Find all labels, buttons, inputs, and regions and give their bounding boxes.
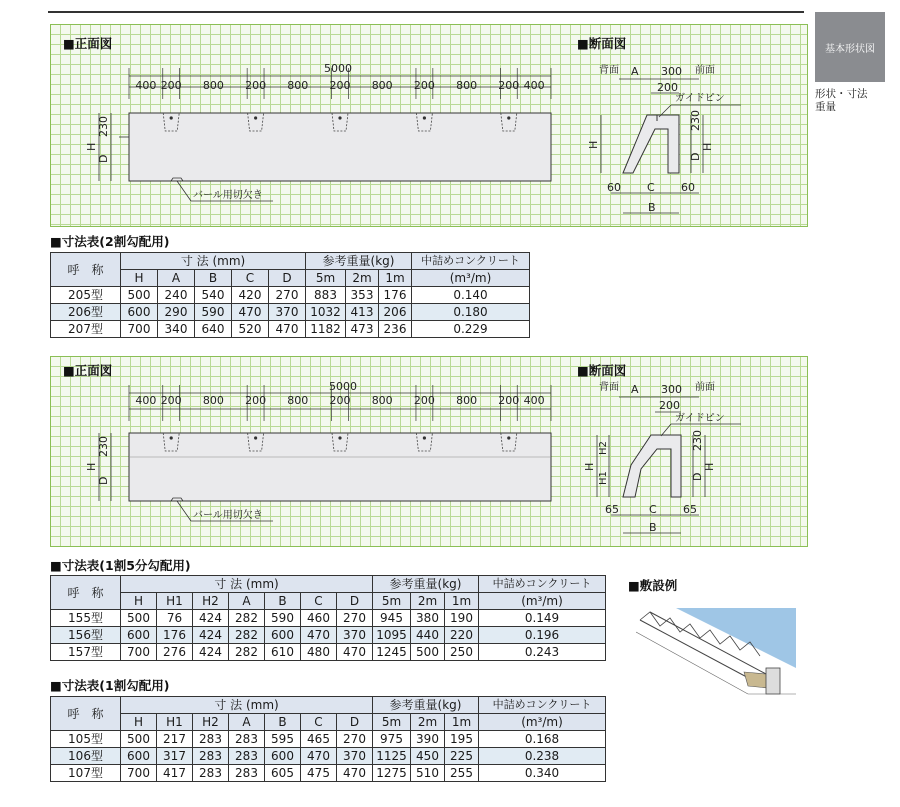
sec-65r-label: 65 [683,503,697,516]
table-cell: 225 [445,748,479,765]
drawing-panel-2wari [50,24,808,227]
col-header: H [121,714,157,731]
col-header: C [301,714,337,731]
col-weight: 参考重量(kg) [306,253,412,270]
table-cell: 0.168 [479,731,606,748]
notch-label: バール用切欠き [193,190,263,201]
row-name-cell: 157型 [51,644,121,661]
table-cell: 460 [301,610,337,627]
table-row [51,304,530,321]
span-label: 200 [329,394,351,407]
table-cell: 0.140 [412,287,530,304]
span-label: 800 [456,79,478,92]
guide-pin-mark [338,116,341,119]
sec-200-label: 200 [657,81,678,94]
guide-pin-mark [423,436,426,439]
table-cell: 510 [411,765,445,782]
table-cell: 370 [269,304,306,321]
col-header: H1 [157,593,193,610]
sec-230-label: 230 [689,110,702,131]
col-header: A [229,714,265,731]
top-rule [48,11,804,13]
row-name-cell: 156型 [51,627,121,644]
table-cell: 206 [379,304,412,321]
table-cell: 0.238 [479,748,606,765]
sec-h1-label: H1 [598,471,609,485]
table3-title: ■寸法表(1割勾配用) [50,678,170,693]
sec-200-label-2: 200 [659,399,680,412]
table-cell: 283 [193,765,229,782]
col-concrete: 中詰めコンクリート [412,253,530,270]
sec-back-label: 背面 [599,65,619,76]
table-cell: 470 [337,644,373,661]
row-name-cell: 107型 [51,765,121,782]
table-cell: 0.229 [412,321,530,338]
table-cell: 190 [445,610,479,627]
sec-back-label-2: 背面 [599,382,619,393]
sidebar-item-weight[interactable]: 重量 [815,101,836,113]
section-view-drawing [587,63,741,214]
row-name-cell: 105型 [51,731,121,748]
table-cell: 0.196 [479,627,606,644]
span-label: 200 [498,79,520,92]
table-cell: 176 [157,627,193,644]
table-row [51,321,530,338]
col-header: 2m [346,270,379,287]
dim-230-2: 230 [97,436,110,457]
spec-table-15wari [50,575,606,661]
col-concrete-unit: (m³/m) [479,714,606,731]
sec-60l-label: 60 [607,181,621,194]
col-header: H [121,593,157,610]
sec-300-label-2: 300 [661,383,682,396]
table-cell: 590 [195,304,232,321]
col-weight-3: 参考重量(kg) [373,697,479,714]
sidebar-tab-basic-shape[interactable] [815,12,885,82]
span-label: 400 [135,394,157,407]
table-cell: 255 [445,765,479,782]
table-cell: 480 [301,644,337,661]
front-view-drawing [85,62,551,201]
dim-d-2: D [97,476,110,485]
row-name-cell: 106型 [51,748,121,765]
total-length-label: 5000 [324,62,352,75]
span-label: 200 [160,394,182,407]
dim-d: D [97,154,110,163]
drawing-panel-15wari [50,356,808,547]
table-cell: 283 [229,765,265,782]
table-cell: 0.243 [479,644,606,661]
span-label: 800 [202,79,224,92]
table-cell: 413 [346,304,379,321]
table-cell: 370 [337,748,373,765]
drawing-svg-1 [51,25,807,226]
table-cell: 290 [158,304,195,321]
table-cell: 270 [337,610,373,627]
sec-front-label-2: 前面 [695,382,715,393]
table-cell: 600 [265,748,301,765]
sec-pin-label: ガイドピン [675,93,725,104]
table-cell: 270 [269,287,306,304]
col-header: 5m [306,270,346,287]
col-header: D [269,270,306,287]
sec-a-label: A [631,65,639,78]
table-cell: 276 [157,644,193,661]
table-cell: 470 [301,627,337,644]
guide-pin-mark [170,116,173,119]
span-label: 200 [329,79,351,92]
col-header: H2 [193,593,229,610]
table-cell: 700 [121,644,157,661]
table-cell: 270 [337,731,373,748]
table-cell: 500 [121,287,158,304]
table-cell: 195 [445,731,479,748]
row-name-cell: 206型 [51,304,121,321]
table-row [51,644,606,661]
span-label: 200 [245,79,267,92]
install-illustration [636,608,796,704]
install-title: ■敷設例 [628,578,678,593]
guide-pin-mark [507,436,510,439]
sec-h2-label: H2 [598,441,609,455]
col-header: C [301,593,337,610]
table-cell: 424 [193,627,229,644]
front-view-title: ■正面図 [63,36,113,51]
table-cell: 283 [229,748,265,765]
col-name-3: 呼 称 [51,697,121,731]
table-cell: 600 [121,304,158,321]
col-header: H2 [193,714,229,731]
col-header: 2m [411,714,445,731]
table-cell: 420 [232,287,269,304]
table-cell: 500 [411,644,445,661]
col-concrete-unit: (m³/m) [479,593,606,610]
table-cell: 1275 [373,765,411,782]
table-cell: 470 [232,304,269,321]
col-dims-2: 寸 法 (mm) [121,576,373,593]
drawing-svg-2 [51,357,807,546]
table-cell: 600 [121,748,157,765]
guide-pin-mark [338,436,341,439]
sec-front-label: 前面 [695,65,715,76]
col-concrete-3: 中詰めコンクリート [479,697,606,714]
sec-60r-label: 60 [681,181,695,194]
table-cell: 540 [195,287,232,304]
sec-65l-label: 65 [605,503,619,516]
sec-hleft-label-2: H [583,462,596,471]
col-dims-3: 寸 法 (mm) [121,697,373,714]
table-cell: 283 [229,731,265,748]
sec-d-label: D [689,152,702,161]
sec-pin-label-2: ガイドピン [675,413,725,424]
table-cell: 282 [229,610,265,627]
table-cell: 500 [121,731,157,748]
col-concrete-unit: (m³/m) [412,270,530,287]
span-label: 200 [498,394,520,407]
sec-d-label-2: D [691,472,704,481]
table-row [51,287,530,304]
table-row [51,610,606,627]
dim-230: 230 [97,116,110,137]
table-cell: 1182 [306,321,346,338]
span-label: 800 [456,394,478,407]
table-cell: 0.180 [412,304,530,321]
row-name-cell: 155型 [51,610,121,627]
col-header: C [232,270,269,287]
table-cell: 1125 [373,748,411,765]
sec-c-label: C [647,181,655,194]
sec-230-label-2: 230 [691,430,704,451]
span-label: 200 [413,79,435,92]
col-header: 5m [373,593,411,610]
span-label: 800 [202,394,224,407]
col-name: 呼 称 [51,253,121,287]
table-cell: 1032 [306,304,346,321]
sec-h-label-2: H [703,462,716,471]
col-header: B [195,270,232,287]
col-header: A [229,593,265,610]
table-cell: 975 [373,731,411,748]
section-view-title: ■断面図 [577,36,627,51]
notch-label-2: バール用切欠き [193,510,263,521]
table-cell: 283 [193,748,229,765]
section-view-title-2: ■断面図 [577,363,627,378]
sec-hleft-label: H [587,140,600,149]
table-cell: 390 [411,731,445,748]
table-cell: 380 [411,610,445,627]
table-cell: 640 [195,321,232,338]
sec-h-label: H [701,142,714,151]
table-cell: 500 [121,610,157,627]
span-label: 400 [523,79,545,92]
table-cell: 282 [229,644,265,661]
row-name-cell: 205型 [51,287,121,304]
guide-pin-mark [423,116,426,119]
dim-h-2: H [85,462,98,471]
table-cell: 424 [193,644,229,661]
col-header: 2m [411,593,445,610]
table-cell: 176 [379,287,412,304]
table-cell: 250 [445,644,479,661]
table-cell: 520 [232,321,269,338]
row-name-cell: 207型 [51,321,121,338]
col-header: A [158,270,195,287]
col-header: 5m [373,714,411,731]
table-cell: 700 [121,765,157,782]
guide-pin-mark [170,436,173,439]
col-header: D [337,714,373,731]
table-cell: 700 [121,321,158,338]
col-header: H1 [157,714,193,731]
table-cell: 450 [411,748,445,765]
table-cell: 883 [306,287,346,304]
table-cell: 353 [346,287,379,304]
guide-pin-mark [254,116,257,119]
guide-pin-mark [507,116,510,119]
table2-title: ■寸法表(1割5分勾配用) [50,558,191,573]
col-header: H [121,270,158,287]
table-cell: 590 [265,610,301,627]
front-view-title-2: ■正面図 [63,363,113,378]
table-cell: 470 [337,765,373,782]
span-label: 800 [371,79,393,92]
col-header: B [265,714,301,731]
front-view-drawing-2 [85,380,551,521]
table-cell: 220 [445,627,479,644]
table-cell: 945 [373,610,411,627]
table-cell: 595 [265,731,301,748]
col-header: B [265,593,301,610]
col-name-2: 呼 称 [51,576,121,610]
table-cell: 470 [301,748,337,765]
table-cell: 370 [337,627,373,644]
sec-c-label-2: C [649,503,657,516]
table-cell: 424 [193,610,229,627]
sec-300-label: 300 [661,65,682,78]
table-cell: 76 [157,610,193,627]
table1-title: ■寸法表(2割勾配用) [50,234,170,249]
span-label: 400 [135,79,157,92]
col-dims: 寸 法 (mm) [121,253,306,270]
table-cell: 475 [301,765,337,782]
sidebar-tab-label: 基本形状図 [825,43,875,55]
table-cell: 240 [158,287,195,304]
sidebar-item-shape[interactable]: 形状・寸法 [815,88,868,100]
table-cell: 317 [157,748,193,765]
table-cell: 417 [157,765,193,782]
table-row [51,765,606,782]
table-row [51,731,606,748]
table-cell: 0.149 [479,610,606,627]
table-cell: 282 [229,627,265,644]
col-header: 1m [379,270,412,287]
table-cell: 340 [158,321,195,338]
table-cell: 1245 [373,644,411,661]
total-length-label-2: 5000 [329,380,357,393]
span-label: 400 [523,394,545,407]
guide-pin-mark [254,436,257,439]
span-label: 800 [371,394,393,407]
sec-a-label-2: A [631,383,639,396]
table-cell: 217 [157,731,193,748]
span-label: 800 [287,394,309,407]
table-row [51,748,606,765]
table-cell: 473 [346,321,379,338]
dim-h: H [85,142,98,151]
table-cell: 465 [301,731,337,748]
table-cell: 1095 [373,627,411,644]
table-cell: 440 [411,627,445,644]
table-cell: 600 [265,627,301,644]
table-row [51,627,606,644]
sec-b-label: B [648,201,656,214]
table-cell: 470 [269,321,306,338]
spec-table-1wari [50,696,606,782]
table-cell: 610 [265,644,301,661]
col-header: 1m [445,714,479,731]
sec-b-label-2: B [649,521,657,534]
table-cell: 283 [193,731,229,748]
table-cell: 600 [121,627,157,644]
col-header: 1m [445,593,479,610]
span-label: 200 [413,394,435,407]
table-cell: 605 [265,765,301,782]
spec-table-2wari [50,252,530,338]
table-cell: 236 [379,321,412,338]
section-view-drawing-2 [583,380,741,534]
col-header: D [337,593,373,610]
col-concrete-2: 中詰めコンクリート [479,576,606,593]
span-label: 200 [160,79,182,92]
col-weight-2: 参考重量(kg) [373,576,479,593]
span-label: 200 [245,394,267,407]
span-label: 800 [287,79,309,92]
table-cell: 0.340 [479,765,606,782]
